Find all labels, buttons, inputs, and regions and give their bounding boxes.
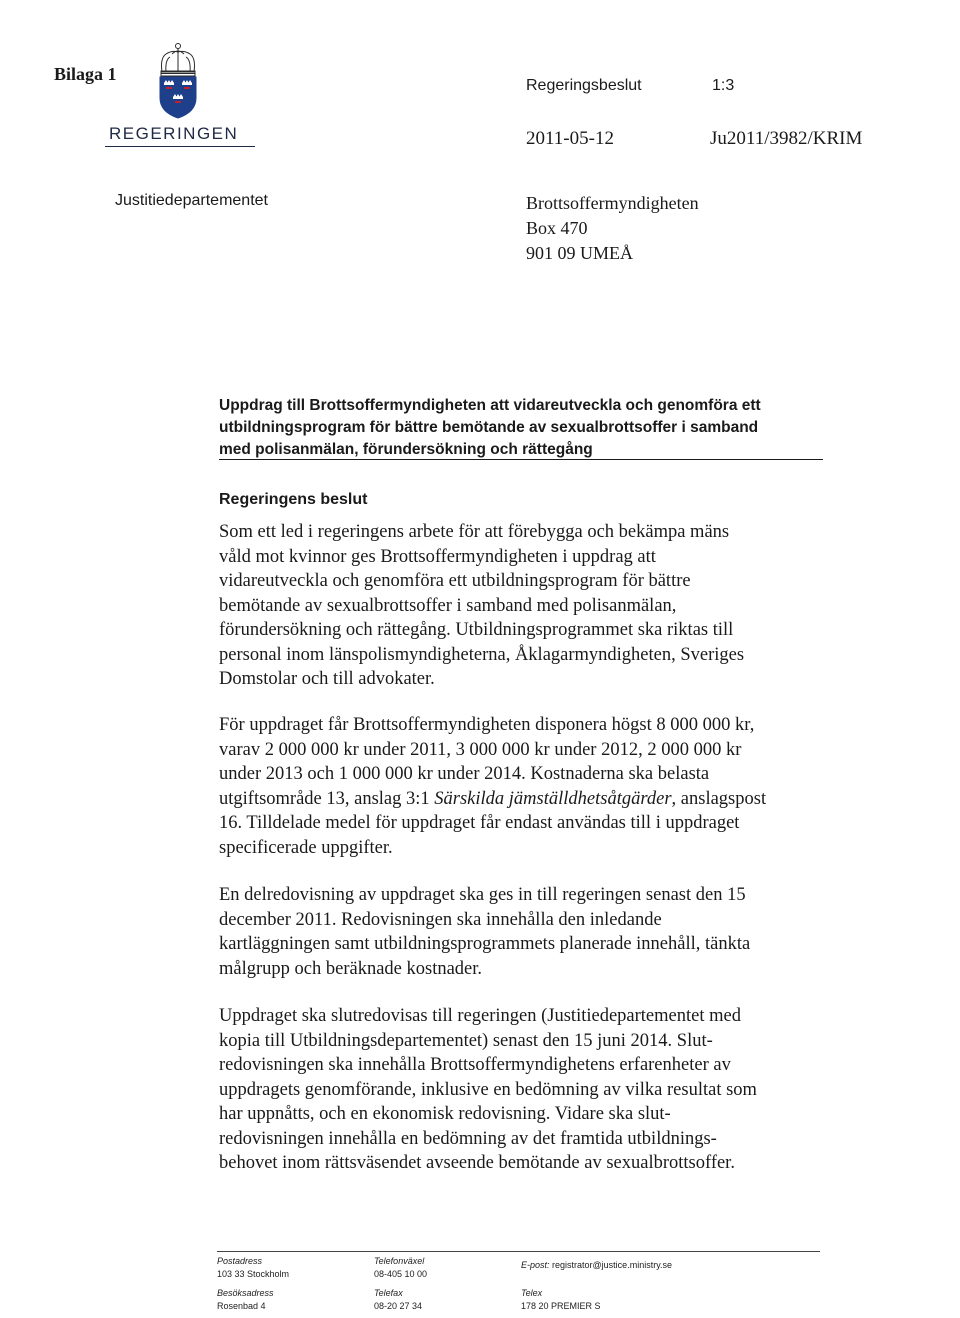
decision-title [219, 395, 823, 461]
paragraph-interim-report [219, 883, 829, 981]
document-date: 2011-05-12 [526, 128, 614, 149]
footer-value: registrator@justice.ministry.se [552, 1260, 673, 1270]
text-line: vidareutveckla och genomföra ett utbildningsprogram för bättre [219, 571, 691, 591]
footer-label: Telefonväxel [374, 1256, 425, 1266]
footer-label: Telex [521, 1288, 543, 1298]
text-line: personal inom länspolismyndigheterna, Åklagarmyndigheten, Sveriges [219, 644, 745, 665]
footer-divider [217, 1251, 820, 1252]
department-name: Justitiedepartementet [115, 192, 268, 209]
footer-postal [217, 1255, 289, 1281]
title-line: med polisanmälan, förundersökning och rättegång [219, 441, 593, 458]
footer-label: Besöksadress [217, 1288, 274, 1298]
text-line: Uppdraget ska slutredovisas till regeringen (Justitiedepartementet med [219, 1006, 741, 1026]
footer-label: E-post: [521, 1260, 550, 1270]
title-underline [219, 459, 823, 460]
footer-value: Rosenbad 4 [217, 1301, 266, 1311]
text-line: redovisningen innehålla en bedömning av det framtida utbildnings- [219, 1128, 717, 1149]
text-line: 16. Tilldelade medel för uppdraget får endast användas till i uppdraget [219, 813, 740, 833]
title-line: Uppdrag till Brottsoffermyndigheten att vidareutveckla och genomföra ett [219, 397, 761, 414]
title-line: utbildningsprogram för bättre bemötande av sexualbrottsoffer i samband [219, 419, 759, 436]
text-line: redovisningen ska innehålla Brottsoffermyndighetens erfarenheter av [219, 1055, 731, 1075]
footer-value: 08-20 27 34 [374, 1301, 423, 1311]
text-line: december 2011. Redovisningen ska innehålla den inledande [219, 909, 662, 930]
text-line: behovet inom rättsväsendet avseende bemötande av sexualbrottsoffer. [219, 1153, 735, 1173]
footer-fax [374, 1287, 422, 1313]
appropriation-name: Särskilda jämställdhetsåtgärder [434, 788, 672, 809]
footer-telex [521, 1287, 601, 1313]
text-line: En delredovisning av uppdraget ska ges in till regeringen senast den 15 [219, 885, 746, 905]
text-line: För uppdraget får Brottsoffermyndigheten disponera högst 8 000 000 kr, [219, 715, 755, 735]
text-span: utgiftsområde 13, anslag 3:1 [219, 788, 435, 809]
page-number: 1:3 [712, 77, 735, 94]
crown-three-crowns-crest-icon [152, 38, 204, 122]
text-line: målgrupp och beräknade kostnader. [219, 958, 483, 979]
recipient-address [526, 191, 699, 266]
text-line: Domstolar och till advokater. [219, 669, 435, 689]
section-heading: Regeringens beslut [219, 491, 368, 508]
text-span: , anslagspost [671, 788, 767, 809]
text-line: förundersökning och rättegång. Utbildningsprogrammet ska riktas till [219, 620, 734, 640]
text-line: under 2013 och 1 000 000 kr under 2014. Kostnaderna ska belasta [219, 764, 710, 784]
text-line: Som ett led i regeringens arbete för att förebygga och bekämpa mäns [219, 522, 730, 542]
text-line: varav 2 000 000 kr under 2011, 3 000 000 kr under 2012, 2 000 000 kr [219, 739, 742, 760]
text-line: uppdragets genomförande, inklusive en bedömning av vilka resultat som [219, 1079, 757, 1100]
logo-underline [105, 146, 255, 147]
footer-value: 08-405 10 00 [374, 1269, 428, 1279]
text-line: bemötande av sexualbrottsoffer i samband med polisanmälan, [219, 595, 677, 616]
footer-value: 178 20 PREMIER S [521, 1301, 601, 1311]
text-line: specificerade uppgifter. [219, 837, 393, 858]
footer-label: Postadress [217, 1256, 263, 1266]
text-line [219, 787, 829, 812]
document-type: Regeringsbeslut [526, 77, 642, 94]
paragraph-final-report [219, 1004, 829, 1176]
paragraph-funding [219, 713, 829, 860]
annex-label: Bilaga 1 [54, 64, 117, 84]
text-line: kartläggningen samt utbildningsprogrammets planerade innehåll, tänkta [219, 934, 751, 954]
text-line: kopia till Utbildningsdepartementet) senast den 15 juni 2014. Slut- [219, 1030, 713, 1051]
recipient-name: Brottsoffermyndigheten [526, 193, 699, 213]
footer-value: 103 33 Stockholm [217, 1269, 290, 1279]
footer-visiting [217, 1287, 274, 1313]
government-logotype: REGERINGEN [109, 124, 239, 143]
text-line: har uppnåtts, och en ekonomisk redovisning. Vidare ska slut- [219, 1104, 671, 1124]
paragraph-assignment [219, 520, 829, 692]
reference-number: Ju2011/3982/KRIM [710, 128, 863, 149]
recipient-city: 901 09 UMEÅ [526, 243, 633, 263]
recipient-box: Box 470 [526, 218, 588, 238]
footer-label: Telefax [374, 1288, 403, 1298]
footer-email [521, 1259, 672, 1272]
text-line: våld mot kvinnor ges Brottsoffermyndigheten i uppdrag att [219, 546, 656, 567]
footer-phone [374, 1255, 427, 1281]
